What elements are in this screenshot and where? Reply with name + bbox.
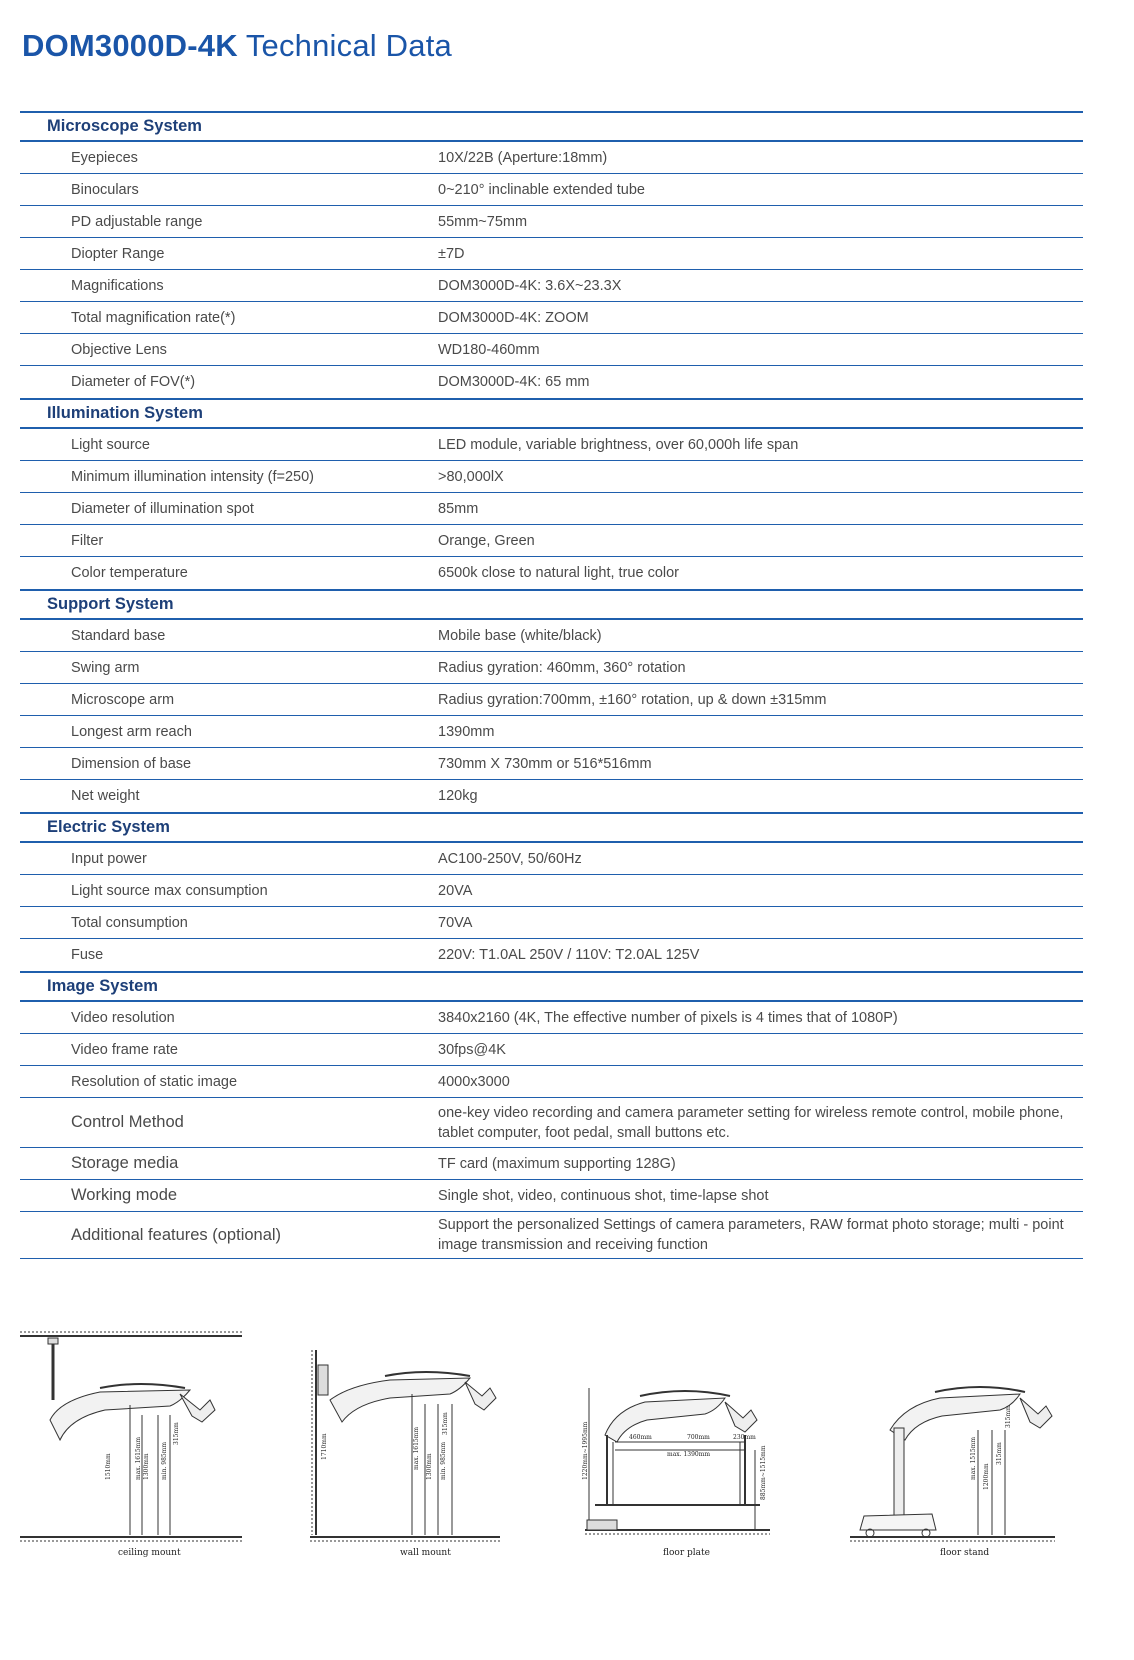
plate-dim-2: 700mm — [687, 1434, 710, 1441]
floor-stand-diagram — [850, 1330, 1060, 1545]
spec-row — [20, 716, 1083, 748]
plate-dim-6: 885mm~1515mm — [760, 1445, 767, 1500]
spec-row — [20, 1002, 1083, 1034]
spec-row — [20, 684, 1083, 716]
spec-label: Dimension of base — [71, 755, 192, 772]
plate-dim-4: max. 1390mm — [667, 1451, 711, 1458]
spec-label: Minimum illumination intensity (f=250) — [71, 468, 314, 485]
spec-row — [20, 1034, 1083, 1066]
spec-value: 4000x3000 — [438, 1073, 510, 1090]
section-header-electric: Electric System — [20, 812, 1083, 843]
spec-value: 1390mm — [438, 723, 495, 740]
spec-value: 10X/22B (Aperture:18mm) — [438, 149, 608, 166]
spec-value: 20VA — [438, 882, 473, 899]
spec-label: Working mode — [71, 1186, 178, 1204]
spec-label: PD adjustable range — [71, 213, 203, 230]
spec-label: Video resolution — [71, 1009, 175, 1026]
section-header-illumination: Illumination System — [20, 398, 1083, 429]
caption-floor-stand: floor stand — [940, 1548, 990, 1558]
section-header-microscope: Microscope System — [20, 111, 1083, 142]
spec-value: 120kg — [438, 788, 478, 804]
ceiling-dim-2: max. 1615mm — [135, 1436, 142, 1480]
section-header-support: Support System — [20, 589, 1083, 620]
wall-mount-diagram — [310, 1330, 510, 1545]
spec-label: Objective Lens — [71, 341, 167, 358]
spec-value: 70VA — [438, 914, 473, 931]
spec-label: Total magnification rate(*) — [71, 309, 236, 326]
spec-value: 55mm~75mm — [438, 213, 528, 230]
spec-row — [20, 366, 1083, 398]
spec-label: Control Method — [71, 1113, 184, 1131]
spec-label: Color temperature — [71, 565, 188, 581]
spec-row — [20, 1180, 1083, 1212]
wall-dim-2: max. 1615mm — [413, 1426, 420, 1470]
spec-value: >80,000lX — [438, 468, 504, 485]
stand-dim-2: 1200mm — [983, 1463, 990, 1490]
spec-label: Resolution of static image — [71, 1073, 238, 1090]
spec-row — [20, 748, 1083, 780]
spec-row — [20, 1066, 1083, 1098]
spec-row — [20, 780, 1083, 812]
spec-value: DOM3000D-4K: 65 mm — [438, 374, 590, 390]
spec-value: WD180-460mm — [438, 341, 540, 358]
ceiling-dim-5: 315mm — [173, 1422, 180, 1445]
ceiling-dim-3: 1300mm — [143, 1453, 150, 1480]
spec-value: Support the personalized Settings of camera parameters, RAW format photo storage; multi - point image transmission and receiving function — [438, 1217, 1064, 1253]
spec-row — [20, 525, 1083, 557]
spec-label: Binoculars — [71, 181, 139, 198]
spec-value: Orange, Green — [438, 532, 535, 549]
spec-label: Fuse — [71, 947, 104, 963]
spec-row — [20, 1098, 1083, 1148]
caption-wall-mount: wall mount — [400, 1548, 451, 1558]
spec-row — [20, 875, 1083, 907]
spec-row — [20, 493, 1083, 525]
page-subtitle: Technical Data — [245, 28, 452, 63]
spec-row — [20, 429, 1083, 461]
spec-value: Mobile base (white/black) — [438, 627, 602, 644]
spec-label: Input power — [71, 850, 147, 867]
spec-value: Single shot, video, continuous shot, time-lapse shot — [438, 1187, 769, 1204]
spec-table — [20, 111, 1083, 1259]
spec-value: one-key video recording and camera parameter setting for wireless remote control, mobile phone, tablet computer, foot pedal, small buttons etc. — [438, 1104, 1064, 1141]
spec-label: Filter — [71, 532, 104, 549]
spec-row — [20, 939, 1083, 971]
plate-dim-3: 230mm — [733, 1434, 756, 1441]
spec-label: Eyepieces — [71, 149, 138, 166]
spec-label: Magnifications — [71, 277, 164, 294]
spec-row — [20, 843, 1083, 875]
spec-value: 6500k close to natural light, true color — [438, 565, 679, 581]
spec-value: 220V: T1.0AL 250V / 110V: T2.0AL 125V — [438, 947, 700, 963]
spec-row — [20, 907, 1083, 939]
ceiling-mount-diagram — [20, 1330, 250, 1545]
spec-row — [20, 652, 1083, 684]
spec-label: Storage media — [71, 1154, 179, 1172]
spec-label: Light source — [71, 436, 150, 453]
floor-plate-diagram — [582, 1330, 785, 1545]
spec-value: DOM3000D-4K: ZOOM — [438, 309, 589, 326]
spec-row — [20, 302, 1083, 334]
spec-label: Diameter of FOV(*) — [71, 374, 196, 390]
spec-value: Radius gyration:700mm, ±160° rotation, up & down ±315mm — [438, 691, 827, 708]
spec-value: LED module, variable brightness, over 60,000h life span — [438, 436, 799, 453]
spec-value: 3840x2160 (4K, The effective number of pixels is 4 times that of 1080P) — [438, 1009, 898, 1026]
wall-dim-1: 1710mm — [321, 1433, 328, 1460]
spec-value: TF card (maximum supporting 128G) — [438, 1155, 676, 1172]
spec-label: Light source max consumption — [71, 882, 268, 899]
spec-row — [20, 142, 1083, 174]
spec-label: Diopter Range — [71, 245, 165, 262]
wall-dim-4: min. 985mm — [440, 1441, 447, 1480]
stand-dim-3: 315mm — [996, 1442, 1003, 1465]
spec-row — [20, 334, 1083, 366]
stand-dim-4: 315mm — [1005, 1405, 1012, 1428]
spec-value: 730mm X 730mm or 516*516mm — [438, 755, 652, 772]
spec-label: Diameter of illumination spot — [71, 500, 254, 517]
spec-row — [20, 1212, 1083, 1259]
ceiling-dim-1: 1510mm — [105, 1453, 112, 1480]
spec-value: 85mm — [438, 500, 479, 517]
spec-label: Standard base — [71, 627, 166, 644]
page-title — [22, 28, 452, 64]
section-header-image: Image System — [20, 971, 1083, 1002]
spec-value: Radius gyration: 460mm, 360° rotation — [438, 659, 686, 676]
caption-ceiling-mount: ceiling mount — [118, 1548, 181, 1558]
plate-dim-5: 1220mm~1995mm — [582, 1421, 589, 1480]
spec-value: 30fps@4K — [438, 1041, 506, 1058]
spec-value: 0~210° inclinable extended tube — [438, 181, 645, 198]
spec-row — [20, 1148, 1083, 1180]
spec-value: DOM3000D-4K: 3.6X~23.3X — [438, 277, 622, 294]
spec-label: Swing arm — [71, 659, 140, 676]
wall-dim-5: 315mm — [442, 1412, 449, 1435]
spec-value: AC100-250V, 50/60Hz — [438, 850, 582, 867]
spec-label: Additional features (optional) — [71, 1225, 282, 1244]
ceiling-dim-4: min. 985mm — [161, 1441, 168, 1480]
spec-row — [20, 461, 1083, 493]
spec-row — [20, 557, 1083, 589]
spec-row — [20, 238, 1083, 270]
spec-row — [20, 174, 1083, 206]
plate-dim-1: 460mm — [629, 1434, 652, 1441]
spec-label: Microscope arm — [71, 691, 175, 708]
spec-row — [20, 270, 1083, 302]
spec-label: Total consumption — [71, 914, 188, 931]
installation-diagrams — [0, 1330, 1134, 1660]
stand-dim-1: max. 1515mm — [970, 1436, 977, 1480]
spec-row — [20, 206, 1083, 238]
spec-value: ±7D — [438, 245, 465, 262]
spec-label: Longest arm reach — [71, 723, 192, 740]
spec-row — [20, 620, 1083, 652]
wall-dim-3: 1300mm — [426, 1453, 433, 1480]
caption-floor-plate: floor plate — [663, 1548, 710, 1558]
model-name: DOM3000D-4K — [22, 28, 238, 63]
spec-label: Net weight — [71, 788, 140, 804]
spec-label: Video frame rate — [71, 1041, 178, 1058]
